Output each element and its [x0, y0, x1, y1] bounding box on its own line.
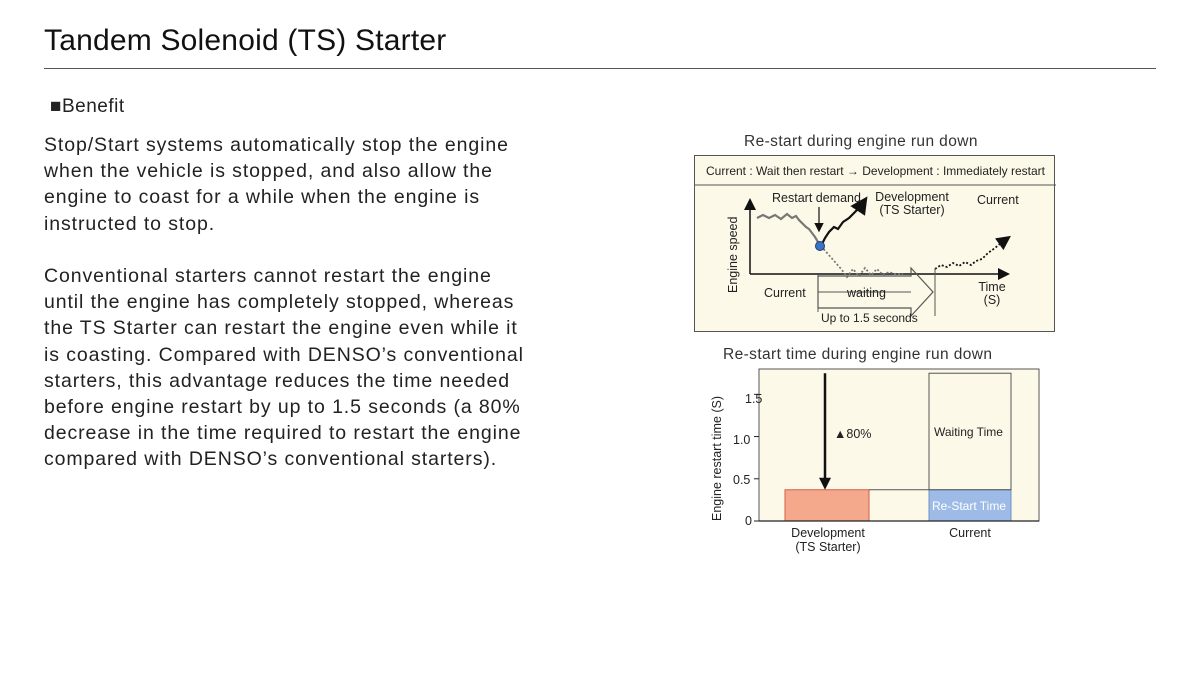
- waiting-label: waiting: [847, 286, 886, 300]
- page-title: Tandem Solenoid (TS) Starter: [44, 24, 447, 57]
- time-axis-label-line: (S): [983, 293, 1001, 307]
- figure-1-title: Re-start during engine run down: [744, 133, 978, 150]
- paragraph-2: [44, 263, 584, 473]
- engine-speed-axis-label: Engine speed: [726, 216, 740, 293]
- section-heading: ■Benefit: [50, 96, 125, 117]
- category-label-line: (TS Starter): [795, 540, 861, 554]
- restart-demand-marker: [816, 242, 825, 251]
- engine-speed-line: [757, 214, 821, 246]
- title-divider: [44, 68, 1156, 69]
- paragraph-1-line: Stop/Start systems automatically stop the engine: [44, 134, 509, 156]
- up-to-label: Up to 1.5 seconds: [821, 311, 918, 325]
- time-axis-label: [972, 281, 1012, 307]
- category-label-line: Development: [791, 526, 865, 540]
- category-label-development: [778, 526, 878, 554]
- time-axis-label-line: Time: [978, 280, 1006, 294]
- chart-y-axis-label: Engine restart time (S): [710, 395, 724, 521]
- current-restart-line: [935, 238, 1008, 269]
- y-tick-label: 1.5: [745, 392, 763, 406]
- waiting-time-label: Waiting Time: [934, 425, 1003, 439]
- y-tick-label: 1.0: [733, 433, 751, 447]
- paragraph-2-line: starters, this advantage reduces the time needed: [44, 369, 510, 392]
- y-tick-label: 0: [745, 514, 752, 528]
- y-tick-label: 0.5: [733, 473, 751, 487]
- paragraph-1: [44, 132, 584, 237]
- paragraph-1-line: when the vehicle is stopped, and also allow the: [44, 160, 493, 183]
- paragraph-2-line: until the engine has completely stopped, whereas: [44, 291, 515, 314]
- figure-2-title: Re-start time during engine run down: [723, 346, 993, 363]
- paragraph-2-line: Conventional starters cannot restart the engine: [44, 265, 492, 287]
- current-bottom-label: Current: [764, 286, 806, 300]
- category-label-line: Current: [949, 526, 991, 540]
- restart-time-chart: [700, 360, 1060, 560]
- restart-demand-label: Restart demand: [772, 191, 861, 205]
- figure-1-banner: Current : Wait then restart → Development : Immediately restart: [706, 164, 1046, 178]
- paragraph-2-line: is coasting. Compared with DENSO’s conventional: [44, 343, 524, 366]
- restart-time-label: Re-Start Time: [932, 499, 1007, 513]
- current-rundown-line: [821, 246, 903, 277]
- paragraph-2-line: compared with DENSO’s conventional starters).: [44, 448, 498, 471]
- paragraph-1-line: engine to coast for a while when the engine is: [44, 186, 480, 209]
- engine-rundown-diagram: [694, 155, 1055, 332]
- development-label-line: (TS Starter): [879, 203, 945, 217]
- paragraph-2-line: decrease in the time required to restart the engine: [44, 422, 522, 445]
- development-restart-line: [821, 200, 865, 246]
- paragraph-2-line: before engine restart by up to 1.5 seconds (a 80%: [44, 396, 521, 419]
- paragraph-1-line: instructed to stop.: [44, 212, 216, 235]
- category-label-current: [930, 526, 1010, 540]
- current-top-label: Current: [977, 193, 1019, 207]
- development-label-line: Development: [875, 190, 949, 204]
- reduction-annotation: ▲80%: [834, 427, 872, 441]
- development-label: [871, 191, 953, 217]
- development-bar: [785, 490, 869, 521]
- paragraph-2-line: the TS Starter can restart the engine even while it: [44, 317, 518, 340]
